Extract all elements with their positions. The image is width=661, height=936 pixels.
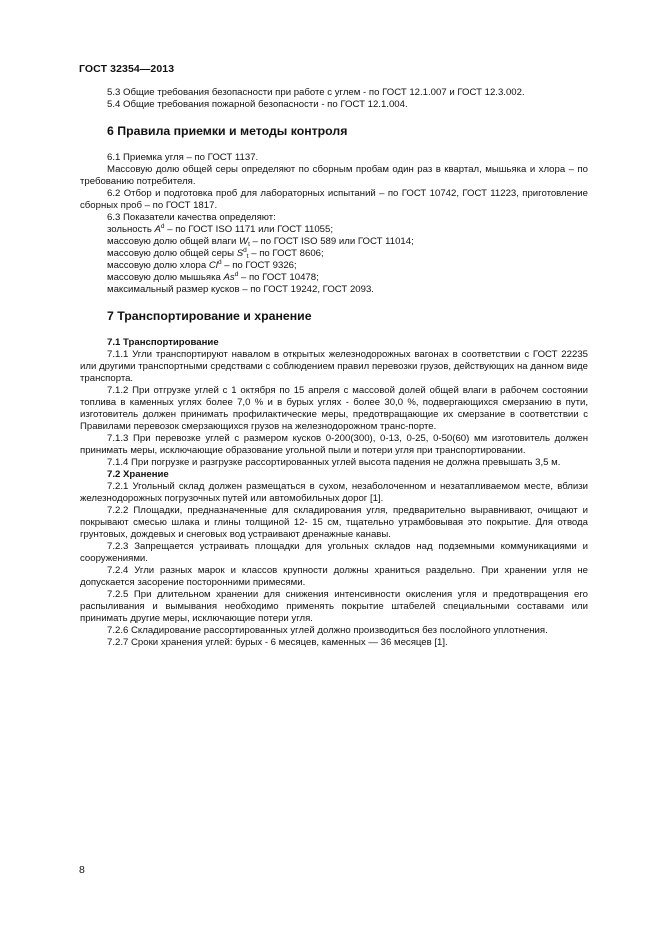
clause-7-2-6: 7.2.6 Складирование рассортированных углей должно производиться без послойного уплотнения. — [107, 625, 548, 636]
subsection-7-2-heading: 7.2 Хранение — [107, 469, 169, 480]
clause-7-2-4: 7.2.4 Угли разных марок и классов крупности должны храниться раздельно. При хранении угля не допускается засорение посторонними примесями. — [80, 565, 588, 588]
clause-7-2-7: 7.2.7 Сроки хранения углей: бурых - 6 месяцев, каменных — 36 месяцев [1]. — [107, 637, 448, 648]
indicator-sulfur: массовую долю общей серы $S^d_t$ – по ГОСТ 8606; — [107, 247, 324, 260]
document-body — [80, 87, 588, 649]
clause-7-2-2: 7.2.2 Площадки, предназначенные для складирования угля, предварительно выравнивают, очищают и покрывают смесью шлака и глины толщиной 12- 15 см, тщательно утрамбовывая это покрытие. Для отвода грунтовых, дождевых и снеговых вод устраивают дренажные канавы. — [80, 505, 588, 540]
clause-5-4: 5.4 Общие требования пожарной безопасности - по ГОСТ 12.1.004. — [107, 99, 408, 110]
clause-7-2-5: 7.2.5 При длительном хранении для снижения интенсивности окисления угля и предотвращения его распыливания и вымывания необходимо применять покрытие штабелей специальными составами или принимать другие меры, исключающие потери угля. — [80, 589, 588, 624]
clause-6-2: 6.2 Отбор и подготовка проб для лабораторных испытаний – по ГОСТ 10742, ГОСТ 11223, приготовление сборных проб – по ГОСТ 1817. — [80, 188, 588, 211]
clause-6-1-sampling: Массовую долю общей серы определяют по сборным пробам один раз в квартал, мышьяка и хлора – по требованию потребителя. — [80, 164, 588, 187]
clause-7-1-3: 7.1.3 При перевозке углей с размером кусков 0-200(300), 0-13, 0-25, 0-50(60) мм изготовитель должен принимать меры, исключающие образование угольной пыли и потери угля при транспортировании. — [80, 433, 588, 456]
indicator-chlorine: массовую долю хлора Cl$^d$ – по ГОСТ 9326; — [107, 259, 297, 271]
clause-7-2-3: 7.2.3 Запрещается устраивать площадки для угольных складов над подземными коммуникациями и сооружениями. — [80, 541, 588, 564]
clause-7-1-4: 7.1.4 При погрузке и разгрузке рассортированных углей высота падения не должна превышать 3,5 м. — [107, 457, 561, 468]
subsection-7-1-heading: 7.1 Транспортирование — [107, 337, 219, 348]
indicator-size: максимальный размер кусков – по ГОСТ 19242, ГОСТ 2093. — [107, 284, 374, 295]
indicator-ash: зольность $A^d$ – по ГОСТ ISO 1171 или ГОСТ 11055; — [107, 223, 334, 235]
indicator-arsenic: массовую долю мышьяка As$^d$ – по ГОСТ 10478; — [107, 271, 319, 283]
clause-7-1-2: 7.1.2 При отгрузке углей с 1 октября по 15 апреля с массовой долей общей влаги в рабочем состоянии топлива в каменных углях более 7,0 % и в бурых углях - более 30,0 %, подвергающихся смерзанию в пути, изготовитель должен принимать профилактические меры, предотвращающие их смерзание в соответствии с Правилами перевозок смерзающихся грузов на железнодорожном транс-порте. — [80, 385, 588, 432]
page-number: 8 — [79, 864, 85, 876]
clause-5-3: 5.3 Общие требования безопасности при работе с углем - по ГОСТ 12.1.007 и ГОСТ 12.3.002. — [107, 87, 525, 98]
page-header: ГОСТ 32354—2013 — [79, 63, 175, 75]
clause-7-2-1: 7.2.1 Угольный склад должен размещаться в сухом, незаболоченном и незатапливаемом месте, вблизи железнодорожных погрузочных путей или автомобильных дорог [1]. — [80, 481, 588, 504]
clause-6-1: 6.1 Приемка угля – по ГОСТ 1137. — [107, 152, 259, 163]
clause-6-3: 6.3 Показатели качества определяют: — [107, 212, 276, 223]
section-6-heading: 6 Правила приемки и методы контроля — [107, 124, 348, 138]
section-7-heading: 7 Транспортирование и хранение — [107, 309, 312, 323]
indicator-moisture: массовую долю общей влаги $W_t$ – по ГОСТ ISO 589 или ГОСТ 11014; — [107, 236, 414, 248]
clause-7-1-1: 7.1.1 Угли транспортируют навалом в открытых железнодорожных вагонах в соответствии с ГОСТ 22235 или другими транспортными средствами с соблюдением правил перевозки грузов, действующих на данном виде транспорта. — [80, 349, 588, 384]
